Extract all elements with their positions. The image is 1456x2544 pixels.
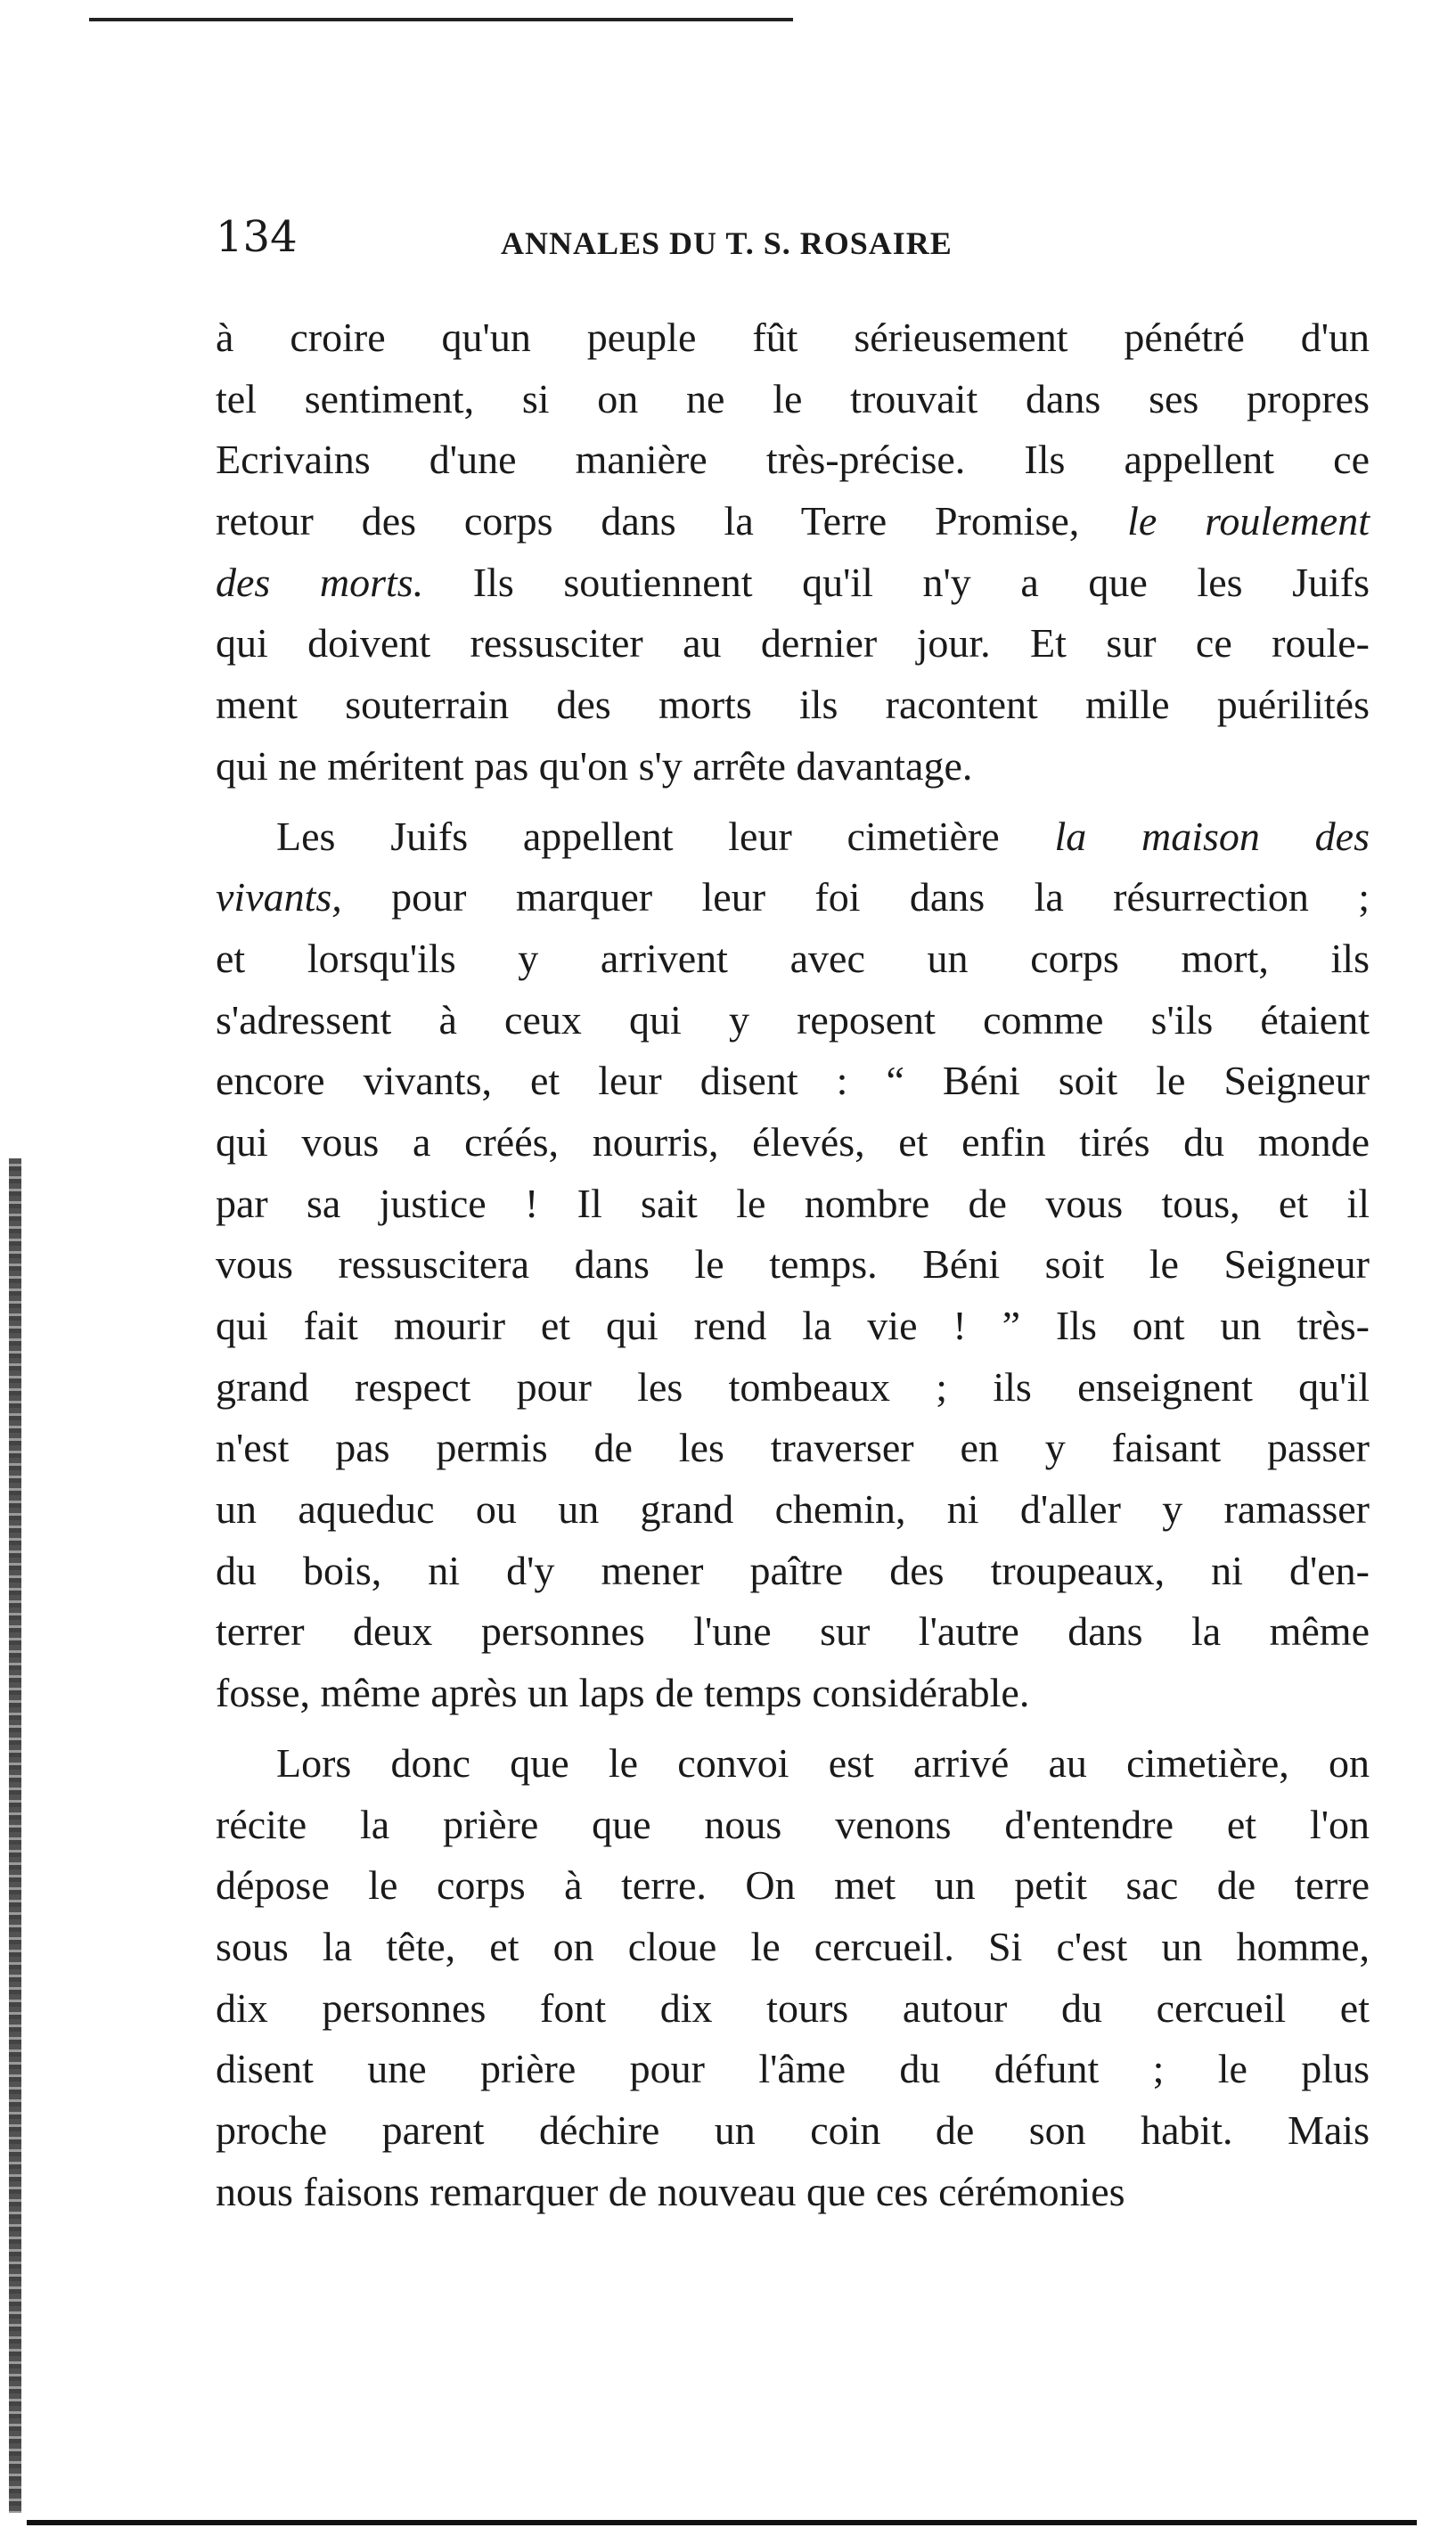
text-segment: s'adressent à ceux qui y reposent comme s'ils étaient	[216, 996, 1370, 1043]
text-segment: pour marquer leur foi dans la résurrection ;	[341, 874, 1370, 920]
text-segment: grand respect pour les tombeaux ; ils enseignent qu'il	[216, 1363, 1370, 1410]
text-segment: Ils soutiennent qu'il n'y a que les Juifs	[423, 559, 1370, 605]
paragraph	[216, 806, 1370, 1724]
text-line	[216, 1978, 1370, 2040]
text-line	[216, 1296, 1370, 1357]
text-segment: vous ressuscitera dans le temps. Béni soit le Seigneur	[216, 1241, 1370, 1288]
text-segment: terrer deux personnes l'une sur l'autre dans la même	[216, 1608, 1370, 1655]
text-line	[216, 867, 1370, 928]
text-segment: disent une prière pour l'âme du défunt ; le plus	[216, 2046, 1370, 2092]
text-line	[216, 928, 1370, 990]
text-segment: qui fait mourir et qui rend la vie ! ” Ils ont un très-	[216, 1303, 1370, 1348]
text-line	[216, 1663, 1370, 1724]
text-line	[216, 990, 1370, 1051]
text-segment: du bois, ni d'y mener paître des troupeaux, ni d'en-	[216, 1547, 1370, 1593]
text-line	[216, 613, 1370, 675]
text-segment: et lorsqu'ils y arrivent avec un corps mort, ils	[216, 935, 1370, 981]
text-line	[216, 1855, 1370, 1917]
text-segment: un aqueduc ou un grand chemin, ni d'aller y ramasser	[216, 1486, 1370, 1533]
text-line	[216, 369, 1370, 430]
text-segment: récite la prière que nous venons d'entendre et l'on	[216, 1801, 1370, 1847]
text-line	[216, 1733, 1370, 1795]
text-line	[216, 1112, 1370, 1174]
text-line	[216, 1541, 1370, 1602]
text-line	[216, 491, 1370, 552]
text-segment: Les Juifs appellent leur cimetière	[276, 813, 1055, 859]
paragraph	[216, 307, 1370, 798]
text-line	[216, 1174, 1370, 1235]
paragraph	[216, 1733, 1370, 2223]
text-line	[216, 2162, 1370, 2223]
text-line	[216, 429, 1370, 491]
text-line	[216, 736, 1370, 798]
italic-text: le roulement	[1127, 498, 1370, 544]
text-segment: à croire qu'un peuple fût sérieusement pénétré d'un	[216, 315, 1370, 360]
text-segment: qui vous a créés, nourris, élevés, et enfin tirés du monde	[216, 1118, 1370, 1165]
page-edge-shadow	[9, 1158, 21, 2513]
text-segment: ment souterrain des morts ils racontent mille puérilités	[216, 682, 1370, 728]
text-segment: retour des corps dans la Terre Promise,	[216, 498, 1128, 544]
text-segment: Ecrivains d'une manière très-précise. Ils appellent ce	[216, 437, 1370, 483]
italic-text: des morts.	[216, 559, 424, 605]
running-head	[216, 212, 1374, 274]
text-segment: proche parent déchire un coin de son habit. Mais	[216, 2106, 1370, 2153]
text-line	[216, 675, 1370, 736]
text-segment: tel sentiment, si on ne le trouvait dans ses propres	[216, 375, 1370, 421]
text-line	[216, 1418, 1370, 1479]
text-segment: dépose le corps à terre. On met un petit sac de terre	[216, 1862, 1370, 1909]
text-line	[216, 1234, 1370, 1296]
text-line	[216, 1357, 1370, 1419]
text-segment: encore vivants, et leur disent : “ Béni soit le Seigneur	[216, 1058, 1370, 1104]
text-segment: qui ne méritent pas qu'on s'y arrête davantage.	[216, 742, 973, 789]
italic-text: vivants,	[216, 874, 342, 920]
top-rule	[89, 18, 793, 21]
bottom-rule	[27, 2520, 1417, 2525]
body-text	[216, 307, 1370, 2222]
text-segment: n'est pas permis de les traverser en y faisant passer	[216, 1425, 1370, 1471]
page-number: 134	[216, 212, 298, 262]
text-line	[216, 1795, 1370, 1856]
text-line	[216, 1601, 1370, 1663]
text-line	[216, 2100, 1370, 2162]
text-line	[216, 307, 1370, 369]
text-line	[216, 1051, 1370, 1112]
paragraph-gap	[216, 798, 1370, 806]
italic-text: la maison des	[1054, 813, 1370, 859]
text-segment: sous la tête, et on cloue le cercueil. Si c'est un homme,	[216, 1923, 1370, 1969]
text-segment: Lors donc que le convoi est arrivé au cimetière, on	[276, 1739, 1370, 1786]
text-segment: nous faisons remarquer de nouveau que ces cérémonies	[216, 2168, 1125, 2214]
text-segment: dix personnes font dix tours autour du cercueil et	[216, 1984, 1370, 2031]
text-line	[216, 806, 1370, 868]
text-line	[216, 552, 1370, 614]
text-segment: qui doivent ressusciter au dernier jour. Et sur ce roule-	[216, 620, 1370, 667]
text-segment: fosse, même après un laps de temps considérable.	[216, 1670, 1030, 1716]
text-line	[216, 1917, 1370, 1978]
text-segment: par sa justice ! Il sait le nombre de vous tous, et il	[216, 1180, 1370, 1226]
text-line	[216, 1479, 1370, 1541]
paragraph-gap	[216, 1724, 1370, 1733]
header-title: ANNALES DU T. S. ROSAIRE	[501, 225, 953, 261]
text-line	[216, 2039, 1370, 2100]
